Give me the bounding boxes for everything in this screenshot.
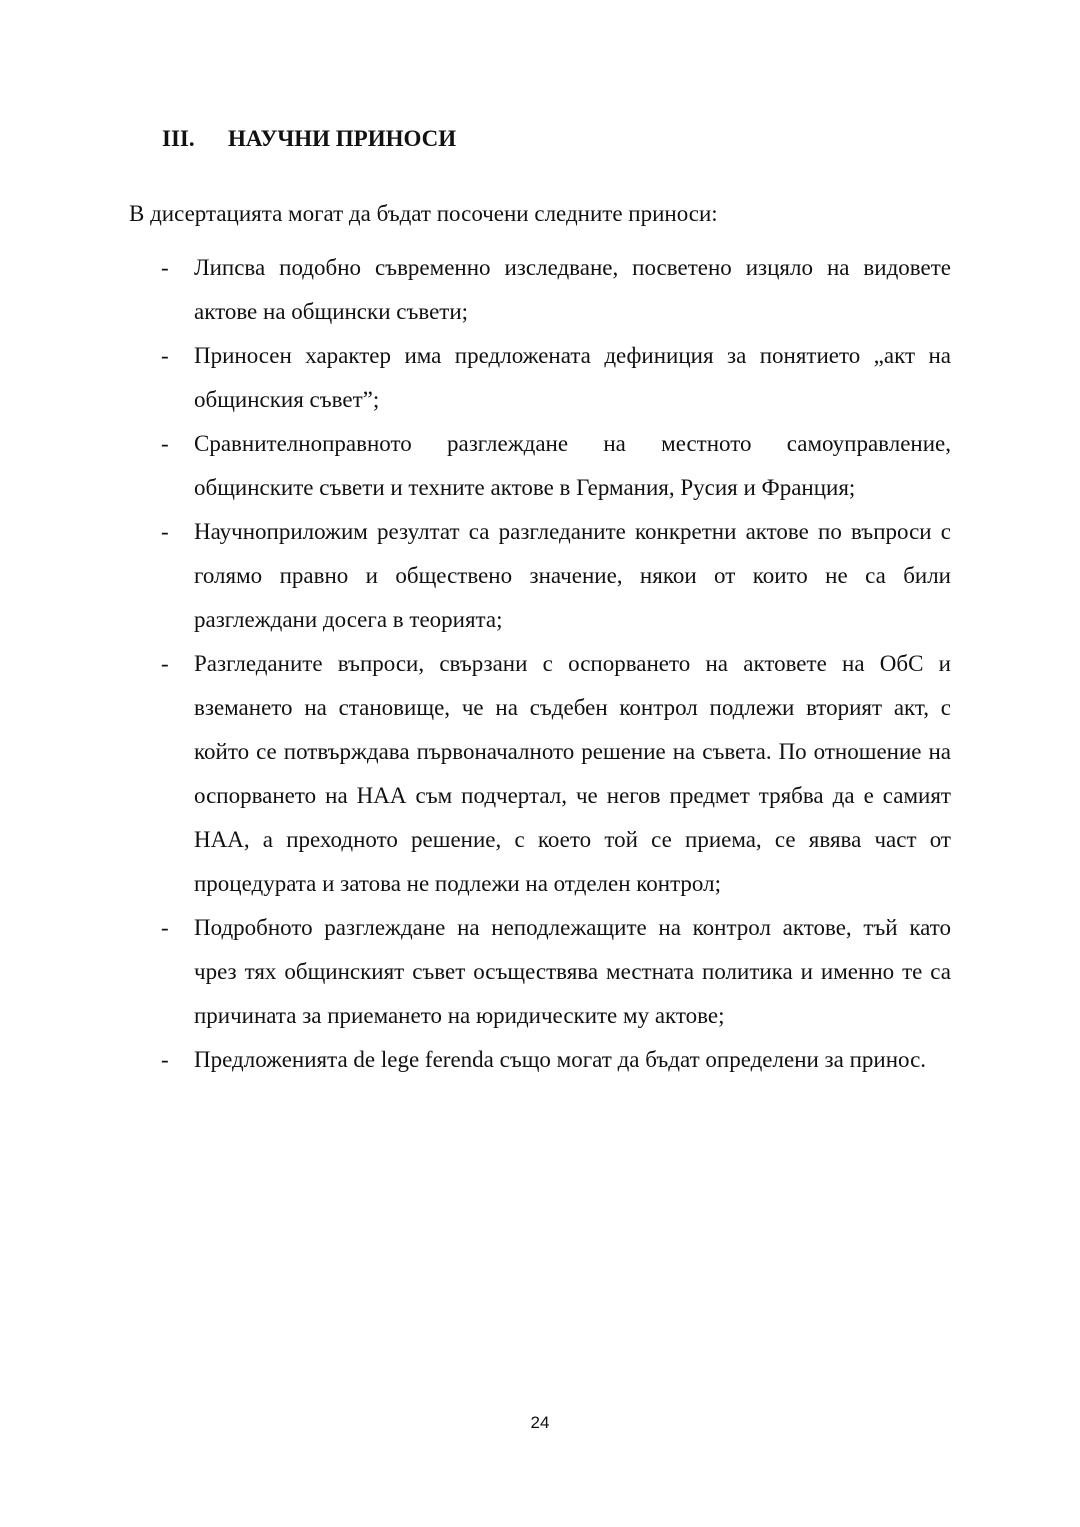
list-item xyxy=(161,906,951,1038)
list-item-text: Предложенията de lege ferenda също могат да бъдат определени за принос. xyxy=(194,1047,927,1072)
list-item-text: Сравнителноправното разглеждане на местното самоуправление, общинските съвети и техните актове в Германия, Русия и Франция; xyxy=(194,431,951,500)
section-number: III. xyxy=(162,126,195,151)
list-item-text: Липсва подобно съвременно изследване, посветено изцяло на видовете актове на общински съвети; xyxy=(194,255,951,324)
bullet-dash: - xyxy=(161,651,169,676)
bullet-dash: - xyxy=(161,519,169,544)
list-item xyxy=(161,642,951,906)
list-item xyxy=(161,510,951,642)
bullet-dash: - xyxy=(161,431,169,456)
list-item-text: Научноприложим резултат са разгледаните конкретни актове по въпроси с голямо правно и обществено значение, някои от които не са били разглеждани досега в теорията; xyxy=(194,519,951,632)
intro-paragraph: В дисертацията могат да бъдат посочени следните приноси: xyxy=(129,201,718,226)
bullet-dash: - xyxy=(161,255,169,280)
bullet-dash: - xyxy=(161,1047,169,1072)
bullet-dash: - xyxy=(161,343,169,368)
list-item xyxy=(161,334,951,422)
list-item xyxy=(161,246,951,334)
list-item xyxy=(161,422,951,510)
page-number: 24 xyxy=(530,1413,550,1432)
section-title: НАУЧНИ ПРИНОСИ xyxy=(228,126,457,151)
section-heading xyxy=(162,126,456,152)
list-item-text: Разгледаните въпроси, свързани с оспорването на актовете на ОбС и вземането на становище, че на съдебен контрол подлежи вторият акт, с който се потвърждава първоначалното решение на съвета. По отношение на оспорването на НАА съм подчертал, че негов предмет трябва да е самият НАА, а преходното решение, с което той се приема, се явява част от процедурата и затова не подлежи на отделен контрол; xyxy=(194,651,951,896)
list-item-text: Приносен характер има предложената дефиниция за понятието „акт на общинския съвет”; xyxy=(194,343,951,412)
contributions-list xyxy=(161,246,951,1082)
bullet-dash: - xyxy=(161,915,169,940)
list-item-text: Подробното разглеждане на неподлежащите на контрол актове, тъй като чрез тях общинският съвет осъществява местната политика и именно те са причината за приемането на юридическите му актове; xyxy=(194,915,951,1028)
list-item xyxy=(161,1038,951,1082)
